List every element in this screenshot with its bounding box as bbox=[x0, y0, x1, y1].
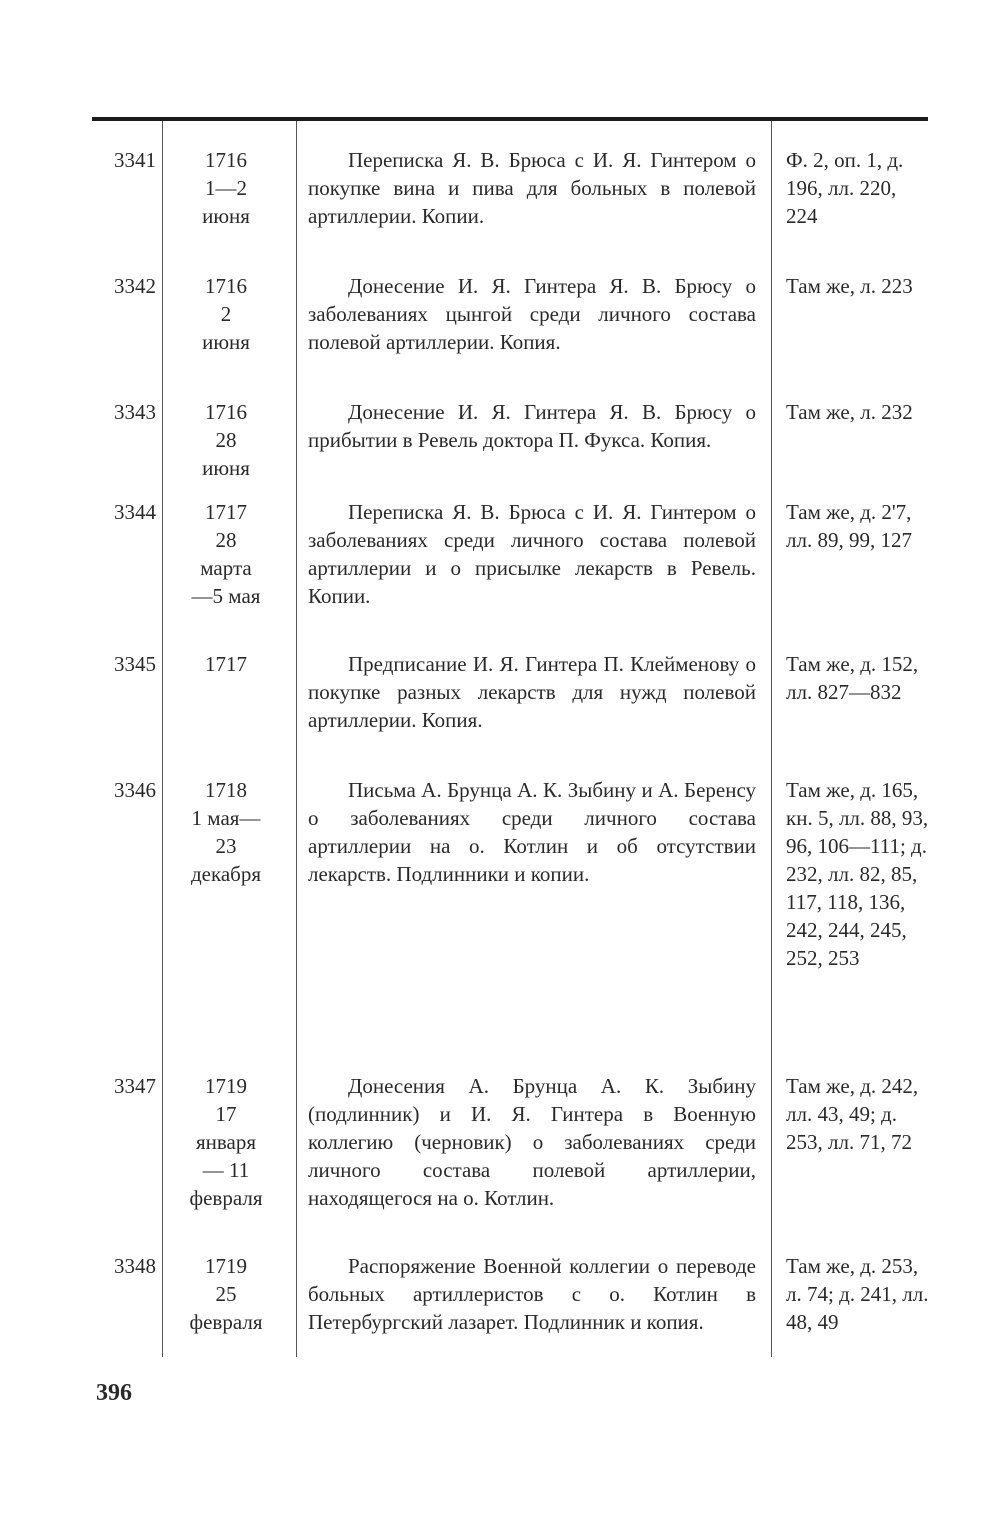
date-line: июня bbox=[202, 330, 250, 354]
entry-number: 3346 bbox=[114, 778, 156, 802]
date-line: 17 bbox=[215, 1102, 237, 1126]
entry-reference: Там же, д. 165, кн. 5, лл. 88, 93, 96, 106—111; д. 232, лл. 82, 85, 117, 118, 136, 242, 244, 245, 252, 253 bbox=[786, 778, 929, 970]
entry-description: Распоряжение Военной коллегии о переводе больных артиллеристов с о. Котлин в Петербургский лазарет. Подлинник и копия. bbox=[308, 1254, 756, 1334]
entry-number: 3348 bbox=[114, 1254, 156, 1278]
table-row bbox=[92, 398, 942, 498]
date-line: января bbox=[195, 1130, 257, 1154]
date-line: — 11 bbox=[202, 1158, 250, 1182]
date-line: декабря bbox=[190, 862, 262, 886]
table-row bbox=[92, 498, 942, 650]
entry-description: Переписка Я. В. Брюса с И. Я. Гинтером о заболеваниях среди личного состава полевой артиллерии и о присылке лекарств в Ревель. Копии. bbox=[308, 500, 756, 608]
entry-number: 3344 bbox=[114, 500, 156, 524]
entry-reference: Там же, л. 232 bbox=[786, 400, 913, 424]
entry-reference: Там же, л. 223 bbox=[786, 274, 913, 298]
date-line: 1—2 bbox=[205, 176, 247, 200]
date-line: 23 bbox=[215, 834, 237, 858]
entry-description: Письма А. Брунца А. К. Зыбину и А. Беренсу о заболеваниях среди личного состава артиллерии на о. Котлин и об отсутствии лекарств. Подлинники и копии. bbox=[308, 778, 756, 886]
entry-date bbox=[176, 650, 276, 678]
table-row bbox=[92, 1072, 942, 1252]
table-row bbox=[92, 272, 942, 398]
date-line: марта bbox=[200, 556, 252, 580]
entry-reference: Там же, д. 152, лл. 827—832 bbox=[786, 652, 919, 704]
date-line: 1716 bbox=[205, 400, 247, 424]
date-line: 28 bbox=[215, 528, 237, 552]
date-line: 2 bbox=[220, 302, 232, 326]
catalog-table bbox=[92, 146, 942, 1372]
date-line: 1716 bbox=[205, 148, 247, 172]
entry-number: 3345 bbox=[114, 652, 156, 676]
entry-reference: Там же, д. 253, л. 74; д. 241, лл. 48, 49 bbox=[786, 1254, 929, 1334]
entry-date bbox=[176, 398, 276, 482]
entry-date bbox=[176, 776, 276, 888]
date-line: февраля bbox=[189, 1186, 263, 1210]
table-row bbox=[92, 146, 942, 272]
entry-description: Переписка Я. В. Брюса с И. Я. Гинтером о покупке вина и пива для больных в полевой артиллерии. Копии. bbox=[308, 148, 756, 228]
table-row bbox=[92, 650, 942, 776]
entry-number: 3343 bbox=[114, 400, 156, 424]
table-row bbox=[92, 1252, 942, 1372]
date-line: 1719 bbox=[205, 1254, 247, 1278]
entry-reference: Ф. 2, оп. 1, д. 196, лл. 220, 224 bbox=[786, 148, 904, 228]
entry-date bbox=[176, 1072, 276, 1212]
entry-description: Предписание И. Я. Гинтера П. Клейменову о покупке разных лекарств для нужд полевой артиллерии. Копия. bbox=[308, 652, 756, 732]
date-line: 1 мая— bbox=[191, 806, 261, 830]
date-line: 28 bbox=[215, 428, 237, 452]
page-number: 396 bbox=[96, 1380, 132, 1406]
entry-reference: Там же, д. 242, лл. 43, 49; д. 253, лл. 71, 72 bbox=[786, 1074, 919, 1154]
entry-reference: Там же, д. 2'7, лл. 89, 99, 127 bbox=[786, 500, 912, 552]
date-line: 25 bbox=[215, 1282, 237, 1306]
date-line: 1718 bbox=[205, 778, 247, 802]
date-line: февраля bbox=[189, 1310, 263, 1334]
top-rule bbox=[92, 117, 928, 121]
date-line: 1717 bbox=[205, 652, 247, 676]
date-line: 1716 bbox=[205, 274, 247, 298]
date-line: 1717 bbox=[205, 500, 247, 524]
date-line: 1719 bbox=[205, 1074, 247, 1098]
date-line: —5 мая bbox=[191, 584, 261, 608]
table-row bbox=[92, 776, 942, 1072]
entry-number: 3347 bbox=[114, 1074, 156, 1098]
entry-description: Донесение И. Я. Гинтера Я. В. Брюсу о заболеваниях цынгой среди личного состава полевой артиллерии. Копия. bbox=[308, 274, 756, 354]
entry-number: 3342 bbox=[114, 274, 156, 298]
date-line: июня bbox=[202, 456, 250, 480]
entry-date bbox=[176, 146, 276, 230]
entry-date bbox=[176, 1252, 276, 1336]
entry-number: 3341 bbox=[114, 148, 156, 172]
entry-description: Донесения А. Брунца А. К. Зыбину (подлинник) и И. Я. Гинтера в Военную коллегию (черновик) о заболеваниях среди личного состава полевой артиллерии, находящегося на о. Котлин. bbox=[308, 1074, 756, 1210]
date-line: июня bbox=[202, 204, 250, 228]
entry-description: Донесение И. Я. Гинтера Я. В. Брюсу о прибытии в Ревель доктора П. Фукса. Копия. bbox=[308, 400, 756, 452]
entry-date bbox=[176, 498, 276, 610]
entry-date bbox=[176, 272, 276, 356]
